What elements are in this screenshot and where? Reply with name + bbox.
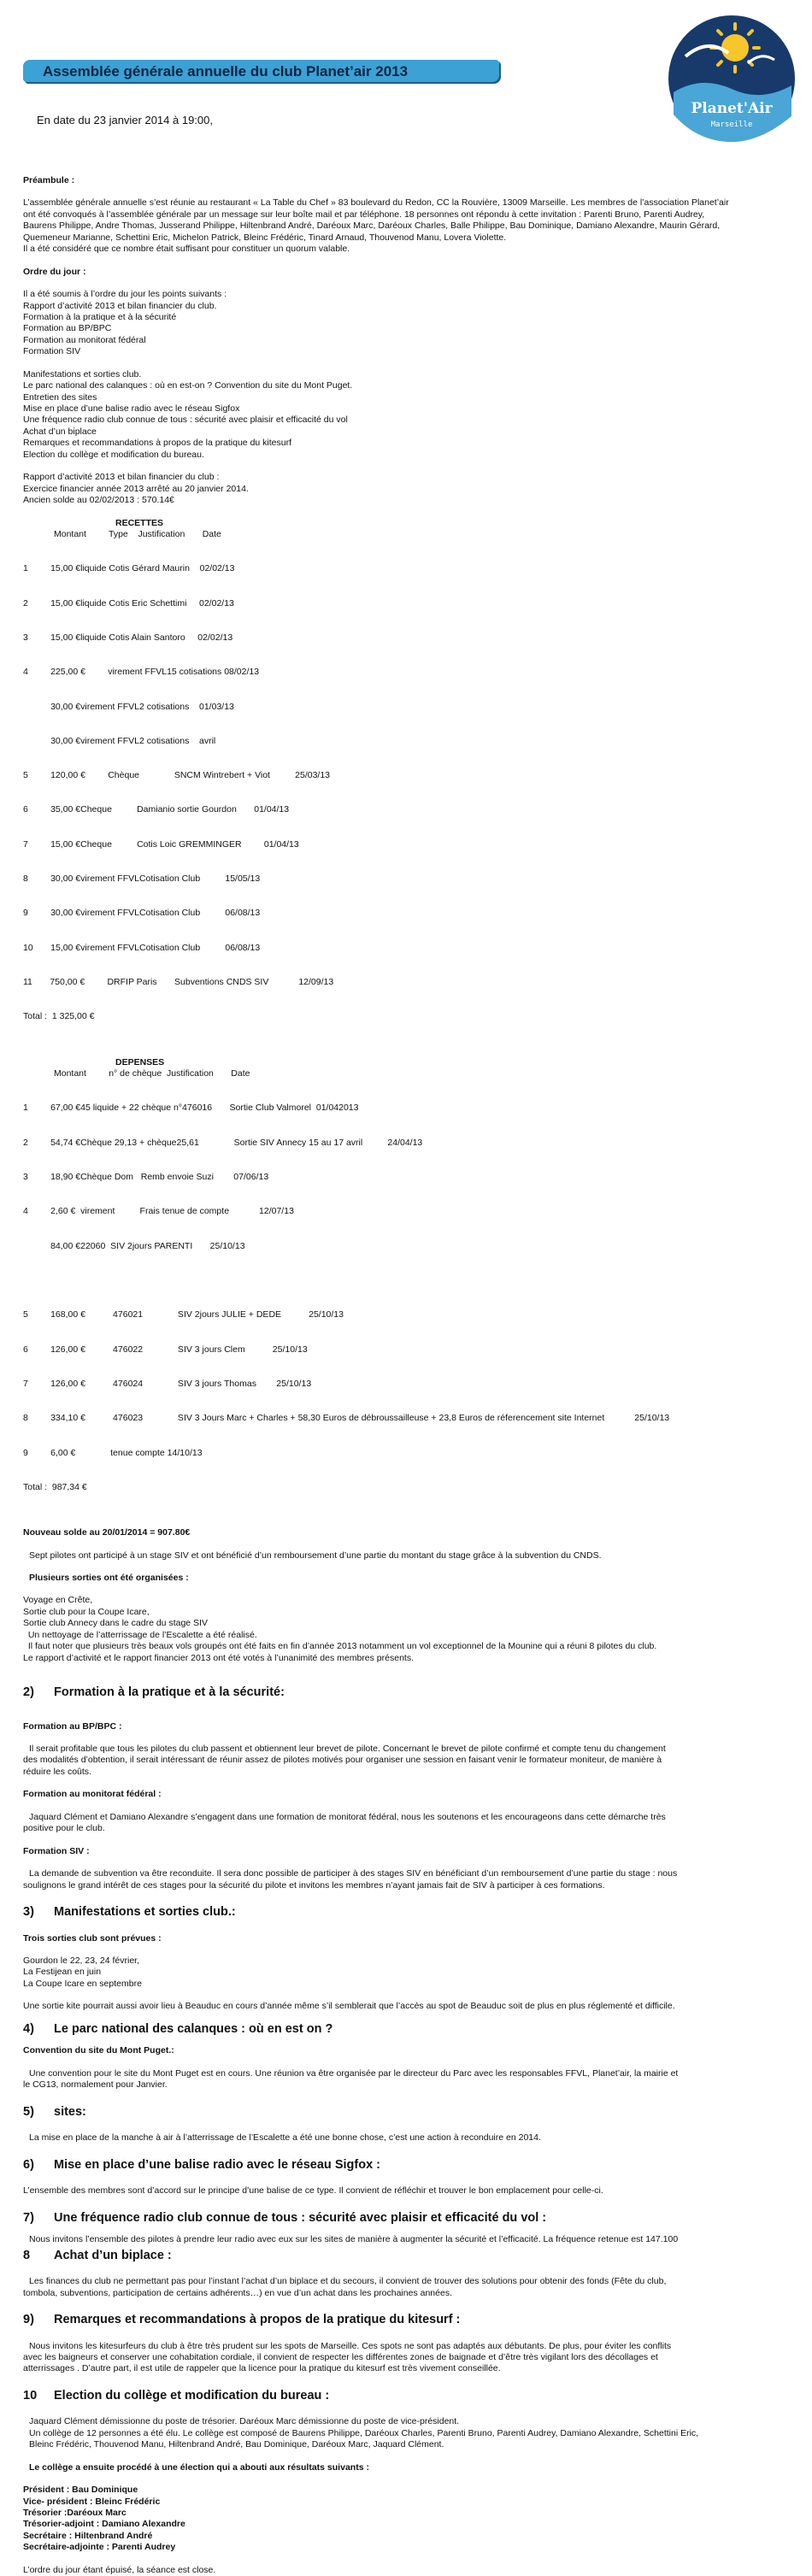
section-number: 8 [23, 2248, 31, 2262]
document-title: Assemblée générale annuelle du club Planet’air 2013 [43, 63, 409, 79]
rapport-line: Exercice financier année 2013 arrêté au 20 janvier 2014. [23, 483, 249, 494]
ordre-item: Achat d’un biplace [23, 426, 97, 437]
convention-line: le CG13, normalement pour Janvier. [23, 2079, 168, 2091]
depenses-table [23, 1080, 797, 1517]
sortie-line: Sortie club Annecy dans le cadre du stage SIV [23, 1618, 208, 1629]
sortie-line: Voyage en Crête, [23, 1595, 93, 1606]
ordre-intro: Il a été soumis à l’ordre du jour les points suivants : [23, 289, 227, 300]
rapport-line: Rapport d’activité 2013 et bilan financier du club : [23, 472, 220, 483]
depenses-row: 84,00 €22060 SIV 2jours PARENTI 25/10/13 [23, 1240, 245, 1251]
preambule-text [23, 197, 797, 255]
ordre-heading: Ordre du jour : [23, 266, 86, 277]
section-number: 4) [23, 2021, 34, 2036]
section-title: Remarques et recommandations à propos de la pratique du kitesurf : [54, 2312, 461, 2326]
depenses-heading: DEPENSES [115, 1056, 165, 1067]
planet-air-logo [667, 14, 797, 144]
sortie-line: Il faut noter que plusieurs très beaux vols groupés ont été faits en fin d’année 2013 notamment un vol exceptionnel de la Mounine qui a réuni 8 pilotes du club. [23, 1641, 657, 1652]
section-number: 10 [23, 2388, 38, 2403]
kitesurf-line: Nous invitons les kitesurfeurs du club à être très prudent sur les spots de Marseille. Ces spots ne sont pas adaptés aux débutants. De plus, pour éviter les conflits [29, 2340, 672, 2351]
section-number: 9) [23, 2312, 34, 2326]
section-4-heading [23, 2021, 797, 2038]
ordre-item: Une fréquence radio club connue de tous : sécurité avec plaisir et efficacité du vol [23, 415, 348, 426]
recettes-row: 10 15,00 €virement FFVLCotisation Club 06/08/13 [23, 942, 261, 953]
radio-text: Nous invitons l’ensemble des pilotes à prendre leur radio avec eux sur les sites de manière à augmenter la sécurité et l’efficacité. La fréquence retenue est 147.100 [29, 2234, 679, 2245]
ordre-item: Formation à la pratique et à la sécurité [23, 311, 177, 322]
depenses-row [23, 1275, 797, 1286]
recettes-total: Total : 1 325,00 € [23, 1011, 95, 1022]
section-title: Le parc national des calanques : où en est on ? [54, 2021, 333, 2036]
logo-city: Marseille [710, 121, 753, 129]
recettes-row: 3 15,00 €liquide Cotis Alain Santoro 02/02/13 [23, 632, 233, 643]
document-body [23, 175, 797, 2576]
sortie-prevue: La Festijean en juin [23, 1967, 102, 1978]
ordre-item: Formation SIV [23, 346, 81, 357]
section-number: 3) [23, 1904, 34, 1919]
section-title: Achat d’un biplace : [54, 2248, 172, 2262]
ordre-item: Remarques et recommandations à propos de la pratique du kitesurf [23, 438, 292, 449]
section-number: 6) [23, 2157, 34, 2172]
depenses-row: 8 334,10 € 476023 SIV 3 Jours Marc + Charles + 58,30 Euros de débroussailleuse + 23,8 Euros de réferencement site Internet 25/10/13 [23, 1413, 670, 1424]
recettes-row: 30,00 €virement FFVL2 cotisations 01/03/13 [23, 701, 234, 712]
ordre-item: Mise en place d’une balise radio avec le réseau Sigfox [23, 403, 240, 414]
ordre-item: Election du collège et modification du bureau. [23, 449, 204, 460]
bureau-member: Trésorier-adjoint : Damiano Alexandre [23, 2519, 185, 2530]
section-10-heading [23, 2388, 797, 2404]
logo-name: Planet'Air [691, 100, 773, 117]
ordre-item: Formation au BP/BPC [23, 323, 112, 334]
sorties-intro: Sept pilotes ont participé à un stage SIV et ont bénéficié d’un remboursement d’une partie du montant du stage grâce à la subvention du CNDS. [29, 1550, 602, 1561]
monitorat-line: positive pour le club. [23, 1823, 105, 1834]
depenses-total: Total : 987,34 € [23, 1481, 87, 1492]
depenses-row: 1 67,00 €45 liquide + 22 chèque n°476016 Sortie Club Valmorel 01/042013 [23, 1103, 359, 1114]
recettes-row: 6 35,00 €Cheque Damianio sortie Gourdon 01/04/13 [23, 804, 290, 815]
preambule-heading: Préambule : [23, 175, 75, 185]
recettes-heading: RECETTES [115, 517, 164, 528]
nouveau-solde: Nouveau solde au 20/01/2014 = 907.80€ [23, 1527, 191, 1538]
recettes-row: 8 30,00 €virement FFVLCotisation Club 15/05/13 [23, 873, 261, 885]
section-8-heading [23, 2248, 797, 2264]
sigfox-text: L’ensemble des membres sont d’accord sur le principe d’une balise de ce type. Il convient de réfléchir et trouver le bon emplacement pour celle-ci. [23, 2185, 603, 2197]
section-title: sites: [54, 2104, 86, 2119]
bp-line: Il serait profitable que tous les pilotes du club passent et obtiennent leur brevet de pilote. Concernant le brevet de pilote confirmé et compte tenu du changement [29, 1744, 666, 1755]
biplace-line: tombola, subventions, participation de certains adhérents…) en vue d’un achat dans les prochaines années. [23, 2287, 452, 2298]
recettes-row: 5 120,00 € Chèque SNCM Wintrebert + Viot 25/03/13 [23, 770, 331, 781]
preambule-line: Baurens Philippe, Andre Thomas, Jusserand Philippe, Hiltenbrand André, Daréoux Marc, Daréoux Charles, Balle Philippe, Bau Dominique, Damiano Alexandre, Maurin Gérard, [23, 221, 721, 232]
recettes-table [23, 540, 797, 1045]
sortie-line: Un nettoyage de l’atterrissage de l’Escalette a été réalisé. [23, 1629, 257, 1640]
depenses-row: 6 126,00 € 476022 SIV 3 jours Clem 25/10/13 [23, 1344, 308, 1355]
section-title: Election du collège et modification du bureau : [54, 2388, 330, 2403]
ordre-item: Entretien des sites [23, 391, 97, 403]
section-number: 2) [23, 1685, 34, 1700]
depenses-row: 2 54,74 €Chèque 29,13 + chèque25,61 Sortie SIV Annecy 15 au 17 avril 24/04/13 [23, 1137, 423, 1148]
monitorat-line: Jaquard Clément et Damiano Alexandre s’engagent dans une formation de monitorat fédéral, nous les soutenons et les encourageons dans cette démarche très [29, 1811, 666, 1822]
ordre-item: Formation au monitorat fédéral [23, 334, 146, 345]
recettes-row: 2 15,00 €liquide Cotis Eric Schettimi 02/02/13 [23, 597, 234, 609]
siv-heading: Formation SIV : [23, 1845, 90, 1856]
bureau-member: Trésorier :Daréoux Marc [23, 2507, 127, 2518]
preambule-line: L’assemblée générale annuelle s’est réunie au restaurant « La Table du Chef » 83 boulevard du Redon, CC la Rouvière, 13009 Marseille. Les membres de l’association Planet’air [23, 197, 729, 209]
date-line: En date du 23 janvier 2014 à 19:00, [37, 114, 213, 126]
kitesurf-line: avec les baigneurs et conserver une cohabitation cordiale, il convient de respecter les différentes zones de baignade et d’être très vigilant lors des décollages et [23, 2351, 658, 2362]
election-heading: Le collège a ensuite procédé à une élection qui a abouti aux résultats suivants : [29, 2461, 369, 2473]
sortie-line: Sortie club pour la Coupe Icare, [23, 1606, 150, 1617]
recettes-row: 4 225,00 € virement FFVL15 cotisations 08/02/13 [23, 667, 260, 678]
sortie-prevue: Gourdon le 22, 23, 24 février, [23, 1955, 140, 1966]
depenses-row: 4 2,60 € virement Frais tenue de compte 12/07/13 [23, 1206, 294, 1217]
bp-line: réduire les coûts. [23, 1766, 91, 1777]
recettes-row: 30,00 €virement FFVL2 cotisations avril [23, 735, 216, 746]
section-9-heading [23, 2312, 797, 2328]
depenses-columns: Montant n° de chèque Justification Date [54, 1068, 250, 1079]
kitesurf-line: atterrissages . D’autre part, il est utile de rappeler que la licence pour la pratique du kitesurf est très vivement conseillée. [23, 2363, 501, 2374]
bureau-member: Président : Bau Dominique [23, 2485, 138, 2496]
siv-line: La demande de subvention va être reconduite. Il sera donc possible de participer à des stages SIV en bénéficiant d’un remboursement d’une partie du stage : nous [29, 1868, 678, 1879]
section-3-heading [23, 1904, 797, 1920]
recettes-row: 7 15,00 €Cheque Cotis Loic GREMMINGER 01/04/13 [23, 838, 299, 850]
section-number: 7) [23, 2210, 34, 2225]
sortie-line: Le rapport d’activité et le rapport financier 2013 ont été votés à l’unanimité des membres présents. [23, 1652, 415, 1663]
closing-line: L’ordre du jour étant épuisé, la séance est close. [23, 2564, 216, 2575]
bureau-member: Secrétaire : Hiltenbrand André [23, 2530, 153, 2541]
siv-line: soulignons le grand intérêt de ces stages pour la sécurité du pilote et invitons les membres n’ayant jamais fait de SIV à participer à ces formations. [23, 1879, 605, 1891]
section-6-heading [23, 2157, 797, 2173]
election-line: Un collège de 12 personnes a été élu. Le collège est composé de Baurens Philippe, Daréoux Charles, Parenti Bruno, Parenti Audrey, Damiano Alexandre, Schettini Eric, [29, 2427, 699, 2438]
preambule-line: ont été convoqués à l’assemblée générale par un message sur leur boîte mail et par téléphone. 18 personnes ont répondu à cette invitation : Parenti Bruno, Parenti Audrey, [23, 209, 705, 220]
bp-heading: Formation au BP/BPC : [23, 1720, 122, 1732]
depenses-row: 5 168,00 € 476021 SIV 2jours JULIE + DEDE 25/10/13 [23, 1309, 344, 1320]
bureau-member: Vice- président : Bleinc Frédéric [23, 2496, 161, 2507]
depenses-row: 3 18,90 €Chèque Dom Remb envoie Suzi 07/06/13 [23, 1172, 269, 1182]
ordre-item: Le parc national des calanques : où en est-on ? Convention du site du Mont Puget. [23, 380, 353, 391]
section-number: 5) [23, 2104, 34, 2119]
section-2-heading [23, 1685, 797, 1701]
convention-heading: Convention du site du Mont Puget.: [23, 2045, 174, 2056]
recettes-row: 11 750,00 € DRFIP Paris Subventions CNDS SIV 12/09/13 [23, 977, 334, 987]
plusieurs-heading: Plusieurs sorties ont été organisées : [29, 1573, 189, 1583]
recettes-row: 1 15,00 €liquide Cotis Gérard Maurin 02/02/13 [23, 563, 235, 574]
recettes-columns: Montant Type Justification Date [54, 528, 221, 539]
preambule-line: Quemeneur Marianne, Schettini Eric, Michelon Patrick, Bleinc Frédéric, Tinard Arnaud, Thouvenod Manu, Lovera Violette. [23, 232, 507, 243]
section-title: Manifestations et sorties club.: [54, 1904, 236, 1919]
section-7-heading [23, 2210, 797, 2226]
recettes-row: 9 30,00 €virement FFVLCotisation Club 06/08/13 [23, 908, 261, 919]
sorties-prevues-heading: Trois sorties club sont prévues : [23, 1932, 162, 1944]
ordre-item: Manifestations et sorties club. [23, 368, 142, 379]
election-line: Bleinc Frédéric, Thouvenod Manu, Hiltenbrand André, Bau Dominique, Daréoux Marc, Jaquard Clément. [29, 2439, 444, 2450]
depenses-row: 7 126,00 € 476024 SIV 3 jours Thomas 25/10/13 [23, 1378, 312, 1389]
section-title: Formation à la pratique et à la sécurité: [54, 1685, 285, 1700]
monitorat-heading: Formation au monitorat fédéral : [23, 1789, 162, 1800]
section-title: Une fréquence radio club connue de tous : sécurité avec plaisir et efficacité du vol : [54, 2210, 547, 2225]
bureau-member: Secrétaire-adjointe : Parenti Audrey [23, 2542, 176, 2553]
kite-note: Une sortie kite pourrait aussi avoir lieu à Beauduc en cours d’année même s’il semblerait que l’accès au spot de Beauduc soit de plus en plus réglementé et difficile. [23, 2001, 675, 2012]
biplace-line: Les finances du club ne permettant pas pour l’instant l’achat d’un biplace et du secours, il convient de trouver des solutions pour obtenir des fonds (Fête du club, [29, 2276, 667, 2287]
election-line: Jaquard Clément démissionne du poste de trésorier. Daréoux Marc démissionne du poste de vice-président. [29, 2416, 460, 2427]
rapport-line: Ancien solde au 02/02/2013 : 570.14€ [23, 495, 174, 506]
sortie-prevue: La Coupe Icare en septembre [23, 1978, 142, 1989]
bp-line: des modalités d’obtention, il serait intéressant de réunir assez de pilotes motivés pour organiser une session en faisant venir le formateur moniteur, de manière à [23, 1755, 662, 1766]
ordre-item: Rapport d’activité 2013 et bilan financier du club. [23, 300, 217, 311]
section-title: Mise en place d’une balise radio avec le réseau Sigfox : [54, 2157, 380, 2172]
depenses-row: 9 6,00 € tenue compte 14/10/13 [23, 1447, 203, 1458]
section-5-heading [23, 2104, 797, 2120]
convention-line: Une convention pour le site du Mont Puget est en cours. Une réunion va être organisée par le directeur du Parc avec les responsables FFVL, Planet’air, la mairie et [29, 2067, 679, 2079]
sites-text: La mise en place de la manche à air à l’atterrissage de l’Escalette a été une bonne chose, c’est une action à reconduire en 2014. [29, 2132, 541, 2144]
preambule-line: Il a été considéré que ce nombre était suffisant pour constituer un quorum valable. [23, 244, 350, 255]
